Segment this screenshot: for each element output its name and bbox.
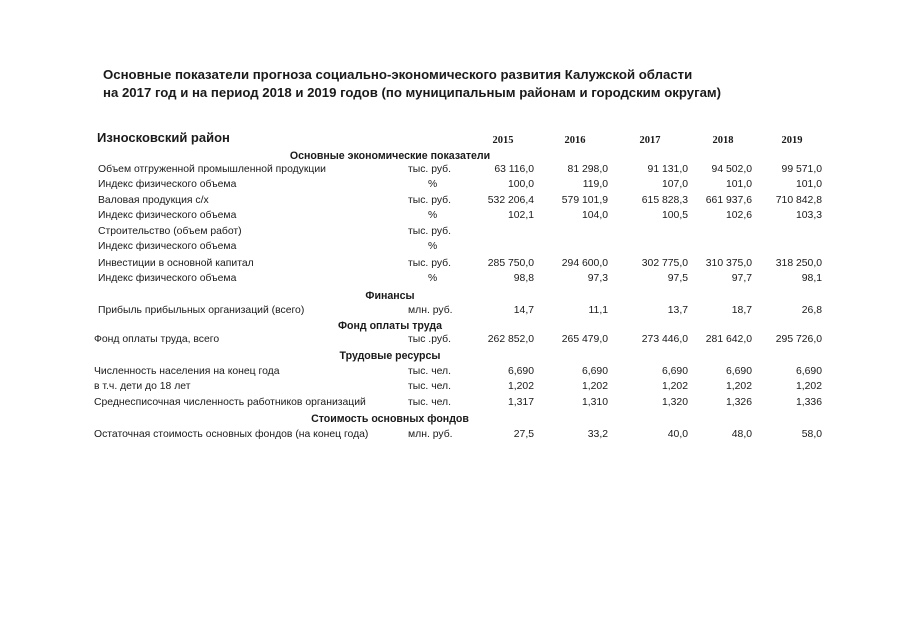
row-label: Индекс физического объема xyxy=(98,179,237,190)
row-label: Индекс физического объема xyxy=(98,273,237,284)
cell-2018: 48,0 xyxy=(731,429,752,440)
cell-2019: 6,690 xyxy=(795,366,822,377)
section-labor: Трудовые ресурсы xyxy=(339,350,441,362)
year-header-2018: 2018 xyxy=(712,135,734,146)
row-label: Фонд оплаты труда, всего xyxy=(94,334,220,345)
cell-2016: 1,202 xyxy=(581,381,608,392)
cell-2015: 100,0 xyxy=(507,179,534,190)
cell-2017: 1,202 xyxy=(661,381,688,392)
cell-2019: 58,0 xyxy=(801,429,822,440)
cell-2019: 26,8 xyxy=(801,305,822,316)
region-name: Износковский район xyxy=(97,130,230,145)
cell-2017: 6,690 xyxy=(661,366,688,377)
cell-2015: 14,7 xyxy=(513,305,534,316)
cell-2017: 13,7 xyxy=(667,305,688,316)
table-row xyxy=(0,429,905,443)
cell-2016: 1,310 xyxy=(581,397,608,408)
cell-2016: 579 101,9 xyxy=(561,195,608,206)
table-row xyxy=(0,195,905,209)
table-row xyxy=(0,397,905,411)
row-unit: тыс. руб. xyxy=(408,195,452,206)
cell-2016: 81 298,0 xyxy=(567,164,608,175)
cell-2018: 1,202 xyxy=(725,381,752,392)
row-unit: млн. руб. xyxy=(408,305,453,316)
cell-2016: 104,0 xyxy=(581,210,608,221)
table-row xyxy=(0,179,905,193)
cell-2018: 281 642,0 xyxy=(705,334,752,345)
cell-2016: 6,690 xyxy=(581,366,608,377)
cell-2018: 1,326 xyxy=(725,397,752,408)
row-label: Строительство (объем работ) xyxy=(98,226,242,237)
table-row xyxy=(0,226,905,240)
year-header-2017: 2017 xyxy=(639,135,661,146)
cell-2019: 710 842,8 xyxy=(775,195,822,206)
cell-2016: 33,2 xyxy=(587,429,608,440)
cell-2015: 102,1 xyxy=(507,210,534,221)
table-row xyxy=(0,366,905,380)
cell-2017: 91 131,0 xyxy=(647,164,688,175)
cell-2018: 101,0 xyxy=(725,179,752,190)
row-label: Индекс физического объема xyxy=(98,241,237,252)
cell-2019: 101,0 xyxy=(795,179,822,190)
cell-2015: 1,317 xyxy=(507,397,534,408)
cell-2015: 63 116,0 xyxy=(494,164,534,175)
cell-2018: 6,690 xyxy=(725,366,752,377)
row-label: в т.ч. дети до 18 лет xyxy=(94,381,191,392)
cell-2015: 262 852,0 xyxy=(487,334,534,345)
cell-2016: 11,1 xyxy=(588,305,608,316)
row-label: Численность населения на конец года xyxy=(94,366,280,377)
row-label: Инвестиции в основной капитал xyxy=(98,258,254,269)
section-economic: Основные экономические показатели xyxy=(289,150,491,162)
cell-2018: 102,6 xyxy=(725,210,752,221)
section-wages: Фонд оплаты труда xyxy=(337,320,442,332)
table-row xyxy=(0,381,905,395)
title-line-2: на 2017 год и на период 2018 и 2019 годов (по муниципальным районам и городским округам) xyxy=(103,85,722,100)
cell-2019: 318 250,0 xyxy=(775,258,822,269)
cell-2015: 532 206,4 xyxy=(487,195,534,206)
cell-2015: 1,202 xyxy=(507,381,534,392)
row-label: Объем отгруженной промышленной продукции xyxy=(98,164,326,175)
cell-2017: 107,0 xyxy=(661,179,688,190)
cell-2017: 302 775,0 xyxy=(641,258,688,269)
cell-2018: 18,7 xyxy=(731,305,752,316)
cell-2017: 100,5 xyxy=(661,210,688,221)
table-row xyxy=(0,273,905,287)
cell-2016: 294 600,0 xyxy=(561,258,608,269)
year-header-2019: 2019 xyxy=(781,135,803,146)
row-label: Остаточная стоимость основных фондов (на конец года) xyxy=(94,429,369,440)
row-unit: тыс. руб. xyxy=(408,226,452,237)
section-finance: Финансы xyxy=(365,290,415,302)
row-unit: % xyxy=(428,241,438,252)
cell-2019: 295 726,0 xyxy=(775,334,822,345)
cell-2019: 99 571,0 xyxy=(781,164,822,175)
cell-2019: 98,1 xyxy=(801,273,822,284)
cell-2019: 1,202 xyxy=(795,381,822,392)
table-row xyxy=(0,334,905,348)
row-unit: тыс. руб. xyxy=(408,164,452,175)
row-label: Валовая продукция с/х xyxy=(98,195,209,206)
table-row xyxy=(0,164,905,178)
row-label: Среднесписочная численность работников организаций xyxy=(94,397,366,408)
cell-2015: 98,8 xyxy=(513,273,534,284)
cell-2018: 94 502,0 xyxy=(711,164,752,175)
cell-2017: 1,320 xyxy=(661,397,688,408)
row-unit: тыс .руб. xyxy=(408,334,452,345)
row-unit: % xyxy=(428,179,438,190)
section-assets: Стоимость основных фондов xyxy=(311,413,469,425)
cell-2016: 265 479,0 xyxy=(561,334,608,345)
cell-2015: 27,5 xyxy=(513,429,534,440)
table-row xyxy=(0,305,905,319)
row-unit: % xyxy=(428,273,438,284)
cell-2015: 285 750,0 xyxy=(487,258,534,269)
row-unit: тыс. руб. xyxy=(408,258,452,269)
cell-2016: 97,3 xyxy=(587,273,608,284)
cell-2017: 615 828,3 xyxy=(641,195,688,206)
row-label: Индекс физического объема xyxy=(98,210,237,221)
cell-2015: 6,690 xyxy=(507,366,534,377)
cell-2019: 1,336 xyxy=(795,397,822,408)
row-label: Прибыль прибыльных организаций (всего) xyxy=(98,305,305,316)
row-unit: млн. руб. xyxy=(408,429,453,440)
cell-2017: 97,5 xyxy=(667,273,688,284)
row-unit: % xyxy=(428,210,438,221)
table-row xyxy=(0,210,905,224)
cell-2018: 97,7 xyxy=(731,273,752,284)
row-unit: тыс. чел. xyxy=(408,381,451,392)
title-line-1: Основные показатели прогноза социально-экономического развития Калужской области xyxy=(103,67,693,82)
cell-2017: 273 446,0 xyxy=(641,334,688,345)
year-header-2015: 2015 xyxy=(492,135,514,146)
table-row xyxy=(0,258,905,272)
cell-2018: 661 937,6 xyxy=(705,195,752,206)
year-header-2016: 2016 xyxy=(564,135,586,146)
cell-2017: 40,0 xyxy=(667,429,688,440)
cell-2018: 310 375,0 xyxy=(705,258,752,269)
row-unit: тыс. чел. xyxy=(408,397,451,408)
cell-2016: 119,0 xyxy=(582,179,608,190)
cell-2019: 103,3 xyxy=(795,210,822,221)
table-row xyxy=(0,241,905,255)
row-unit: тыс. чел. xyxy=(408,366,451,377)
